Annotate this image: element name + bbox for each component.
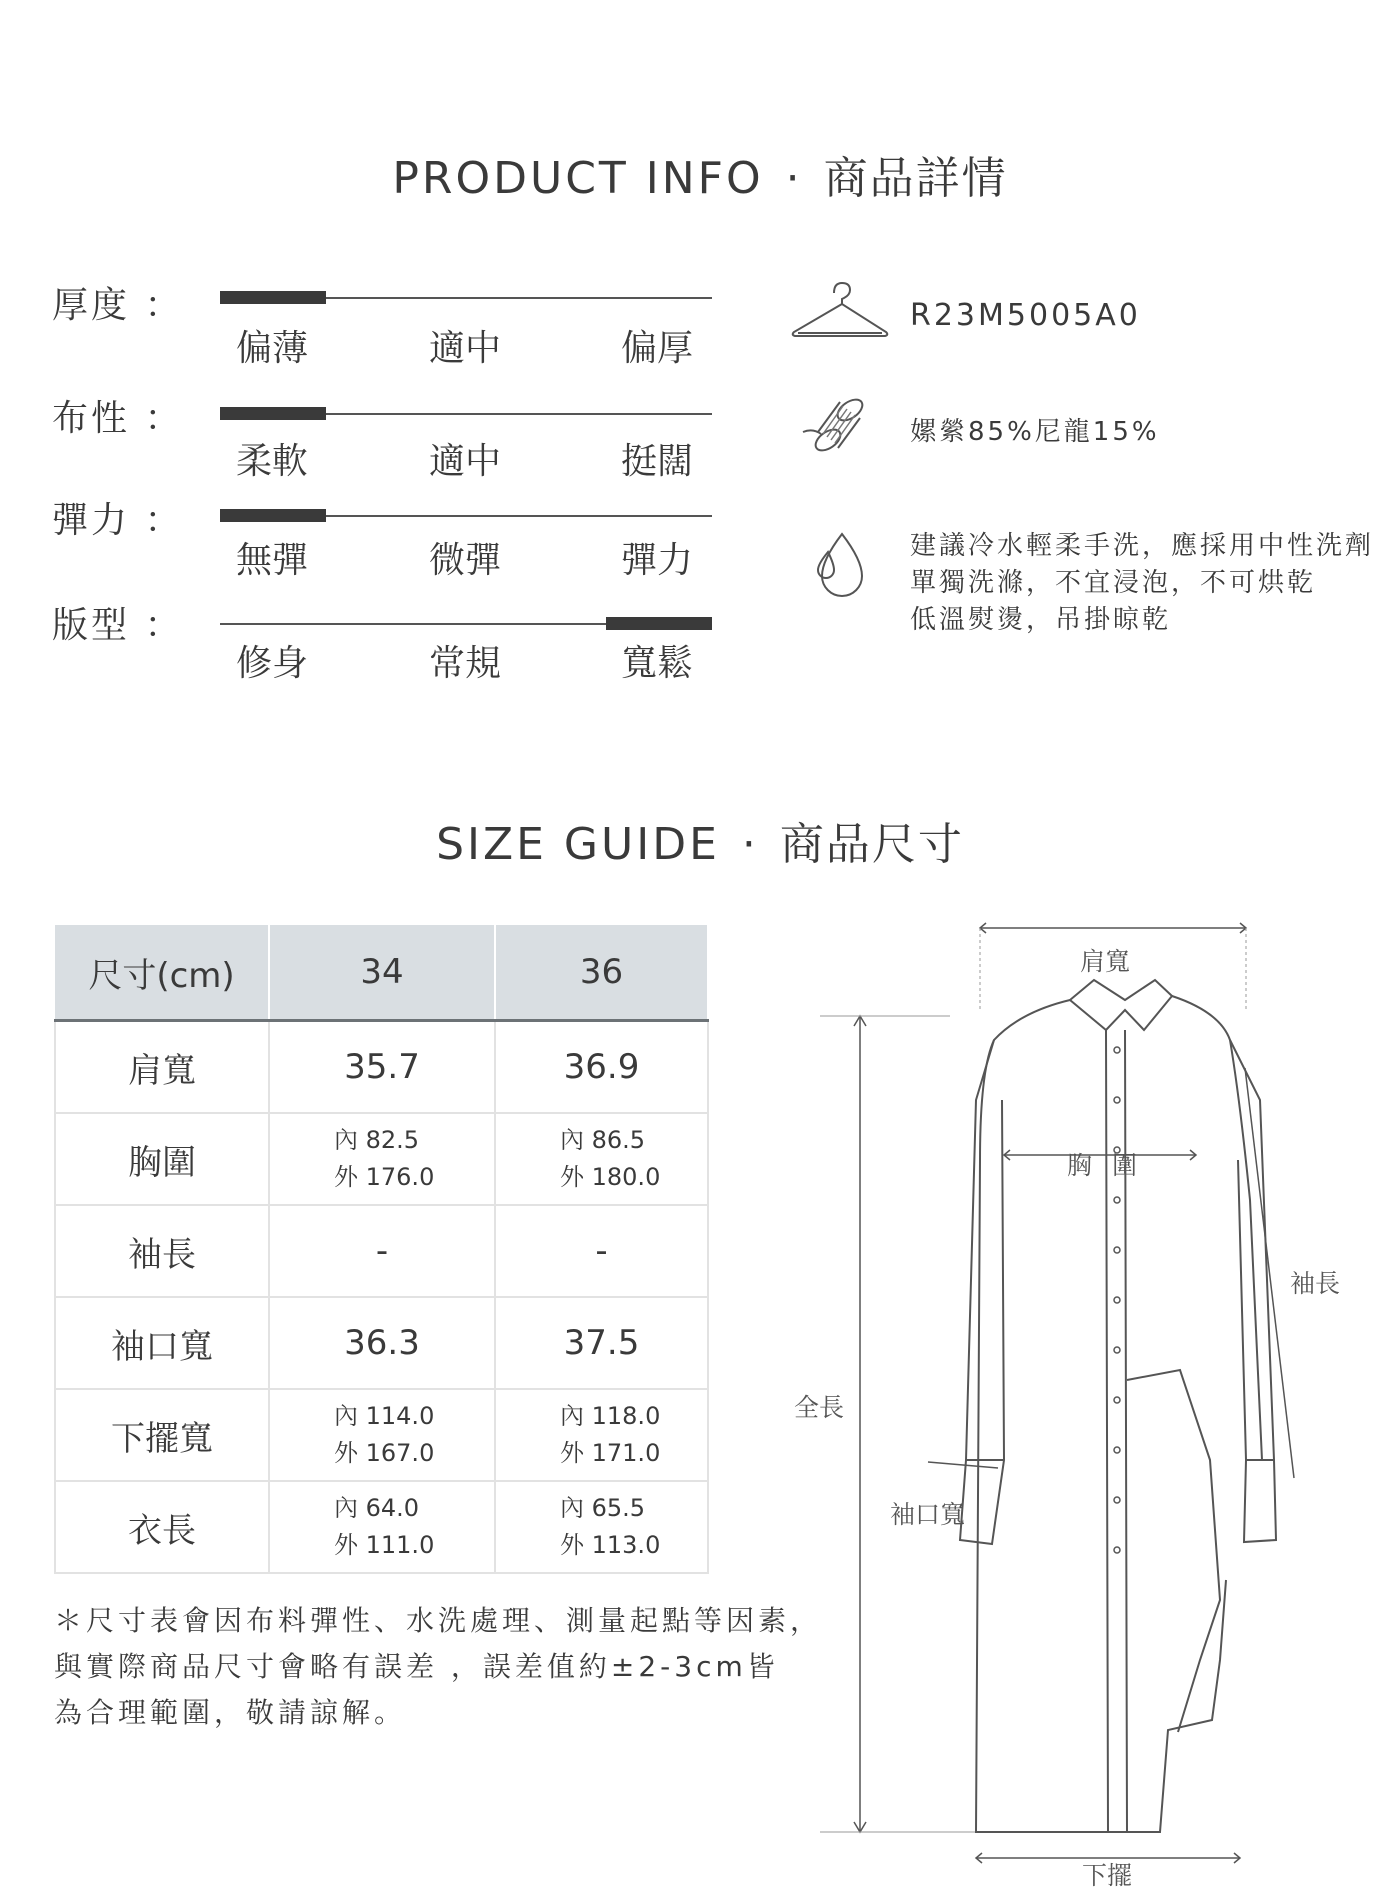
label-chest-2: 圍 — [1112, 1151, 1138, 1180]
cell-value — [269, 1389, 495, 1481]
cell-outer: 外 113.0 — [560, 1531, 661, 1559]
size-note — [54, 1598, 822, 1736]
row-label: 胸圍 — [55, 1113, 269, 1205]
cell-value — [495, 1481, 708, 1573]
row-label: 袖長 — [55, 1205, 269, 1297]
note-line-3: 為合理範圍，敬請諒解。 — [54, 1696, 407, 1729]
note-line-2: 與實際商品尺寸會略有誤差 ，誤差值約±2-3cm皆 — [54, 1650, 779, 1683]
attr-colon: ： — [144, 500, 184, 541]
cell-value — [269, 1481, 495, 1573]
title-separator: · — [785, 153, 802, 204]
label-total-length: 全長 — [794, 1393, 845, 1422]
attr-colon: ： — [144, 285, 184, 326]
cell-inner: 內 118.0 — [560, 1402, 661, 1430]
attr-option: 彈力 — [620, 540, 693, 581]
care-line-1: 建議冷水輕柔手洗，應採用中性洗劑 — [910, 531, 1375, 561]
cell-outer: 外 111.0 — [334, 1531, 435, 1559]
table-row — [55, 1389, 708, 1481]
water-drop-icon — [808, 528, 868, 598]
attr-label: 版型 — [52, 605, 131, 646]
care-line-3: 低溫熨燙，吊掛晾乾 — [910, 605, 1172, 635]
cell-value: 36.9 — [495, 1021, 708, 1114]
attr-scale-marker — [220, 291, 326, 304]
cell-inner: 內 114.0 — [334, 1402, 435, 1430]
table-header-row — [55, 925, 708, 1021]
product-info-title-zh: 商品詳情 — [823, 153, 1008, 204]
cell-value — [269, 1113, 495, 1205]
attr-option: 適中 — [428, 328, 501, 369]
attr-option: 柔軟 — [235, 441, 308, 482]
attr-label: 厚度 — [52, 285, 131, 326]
title-separator: · — [741, 819, 758, 870]
attr-option: 寬鬆 — [620, 643, 693, 684]
product-info-title — [0, 142, 1400, 206]
header-size: 尺寸(cm) — [55, 925, 269, 1021]
attr-scale — [220, 413, 712, 415]
attr-scale — [220, 515, 712, 517]
row-label: 肩寬 — [55, 1021, 269, 1114]
cell-value — [495, 1389, 708, 1481]
size-table — [54, 925, 709, 1574]
product-code: R23M5005A0 — [910, 298, 1141, 333]
header-34: 34 — [269, 925, 495, 1021]
cell-value: 37.5 — [495, 1297, 708, 1389]
attr-colon: ： — [144, 605, 184, 646]
cell-inner: 內 82.5 — [334, 1126, 420, 1154]
label-hem: 下擺 — [1082, 1861, 1133, 1890]
size-guide-title — [0, 808, 1400, 872]
material-text: 嫘縈85%尼龍15% — [910, 417, 1160, 447]
note-line-1: ＊尺寸表會因布料彈性、水洗處理、測量起點等因素， — [54, 1604, 823, 1637]
cell-value: - — [495, 1205, 708, 1297]
attr-option: 修身 — [235, 643, 308, 684]
garment-diagram — [780, 900, 1340, 1890]
attr-scale-marker — [606, 617, 712, 630]
table-row — [55, 1205, 708, 1297]
hanger-icon — [790, 278, 890, 342]
attr-scale-marker — [220, 407, 326, 420]
care-line-2: 單獨洗滌，不宜浸泡，不可烘乾 — [910, 568, 1317, 598]
cell-value — [495, 1113, 708, 1205]
cell-value: - — [269, 1205, 495, 1297]
table-row — [55, 1481, 708, 1573]
product-info-title-en: PRODUCT INFO — [392, 153, 764, 204]
attr-scale — [220, 297, 712, 299]
attr-option: 適中 — [428, 441, 501, 482]
table-row — [55, 1021, 708, 1114]
row-label: 下擺寬 — [55, 1389, 269, 1481]
label-sleeve: 袖長 — [1290, 1269, 1341, 1298]
attr-scale-marker — [220, 509, 326, 522]
attr-option: 常規 — [428, 643, 501, 684]
cell-outer: 外 176.0 — [334, 1163, 435, 1191]
cell-value: 35.7 — [269, 1021, 495, 1114]
header-36: 36 — [495, 925, 708, 1021]
row-label: 袖口寬 — [55, 1297, 269, 1389]
thread-spool-icon — [798, 392, 878, 462]
attr-label: 布性 — [52, 398, 131, 439]
cell-value: 36.3 — [269, 1297, 495, 1389]
table-row — [55, 1297, 708, 1389]
attr-option: 微彈 — [428, 540, 501, 581]
attr-colon: ： — [144, 398, 184, 439]
size-guide-title-en: SIZE GUIDE — [436, 819, 720, 870]
attr-scale — [220, 623, 712, 625]
cell-inner: 內 86.5 — [560, 1126, 646, 1154]
row-label: 衣長 — [55, 1481, 269, 1573]
label-cuff: 袖口寬 — [890, 1500, 966, 1529]
attr-option: 偏厚 — [620, 328, 693, 369]
attr-option: 偏薄 — [235, 328, 308, 369]
cell-outer: 外 180.0 — [560, 1163, 661, 1191]
attr-option: 無彈 — [235, 540, 308, 581]
cell-outer: 外 171.0 — [560, 1439, 661, 1467]
cell-inner: 內 64.0 — [334, 1494, 420, 1522]
size-guide-title-zh: 商品尺寸 — [779, 819, 964, 870]
table-row — [55, 1113, 708, 1205]
cell-outer: 外 167.0 — [334, 1439, 435, 1467]
cell-inner: 內 65.5 — [560, 1494, 646, 1522]
label-shoulder: 肩寬 — [1080, 947, 1131, 976]
label-chest-1: 胸 — [1067, 1151, 1093, 1180]
attr-label: 彈力 — [52, 500, 131, 541]
attr-option: 挺闊 — [620, 441, 693, 482]
